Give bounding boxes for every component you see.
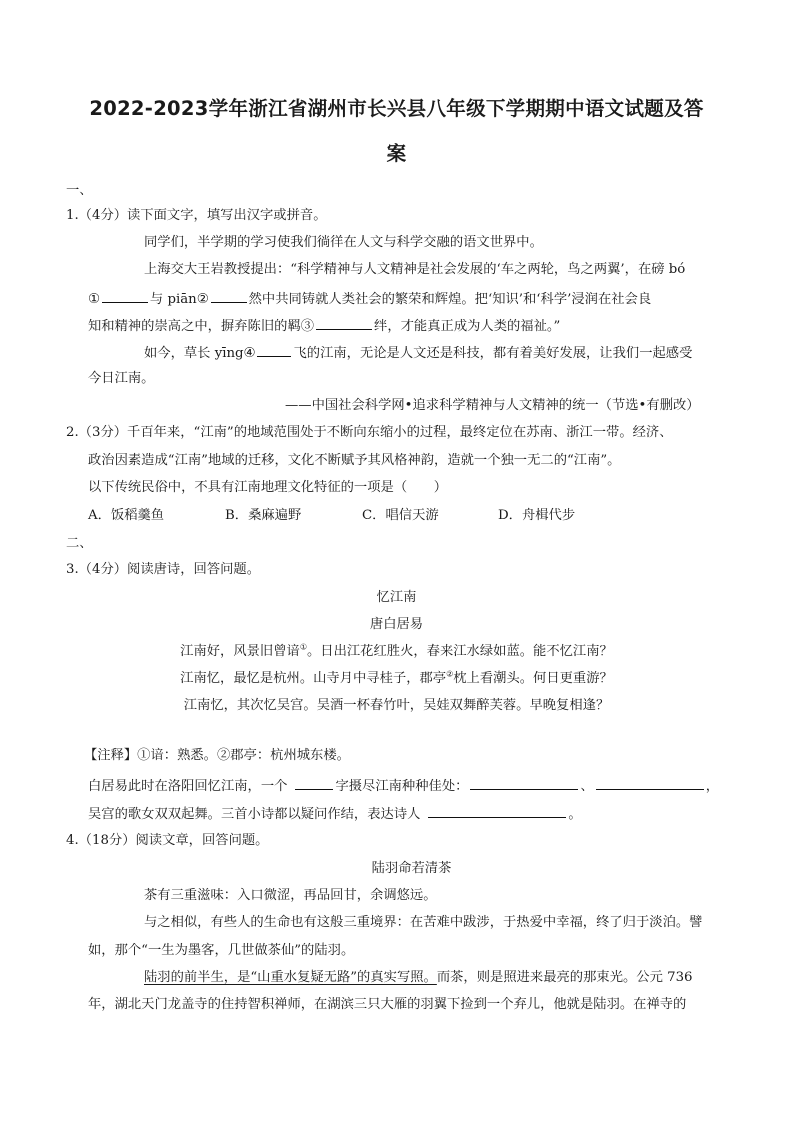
poem-stanza-3: 江南忆，其次忆吴宫。吴酒一杯春竹叶，吴娃双舞醉芙蓉。早晚复相逢？ xyxy=(183,698,610,713)
text-fragment: 知和精神的崇高之中，摒弃陈旧的羁③ xyxy=(88,319,315,334)
document-title: 2022-2023学年浙江省湖州市长兴县八年级下学期期中语文试题及答 xyxy=(89,97,704,120)
article-paragraph-3-line-2: 年，湖北天门龙盖寺的住持智积禅师，在湖滨三只大雁的羽翼下捡到一个弃儿，他就是陆羽。在禅寺的 xyxy=(88,997,687,1012)
separator: 、 xyxy=(580,779,594,794)
option-a[interactable]: A．饭稻羹鱼 xyxy=(88,508,165,523)
question-1-paragraph-3-line-2: 今日江南。 xyxy=(88,371,155,386)
question-1-paragraph-2-line-2 xyxy=(88,288,651,309)
blank-3[interactable] xyxy=(316,315,372,330)
document-title-continued: 案 xyxy=(386,142,407,165)
blank-q3-1[interactable] xyxy=(295,775,333,790)
question-1-paragraph-2: 上海交大王岩教授提出：“科学精神与人文精神是社会发展的‘车之两轮，鸟之两翼’，在磅 bó xyxy=(144,262,686,277)
article-title: 陆羽命若清茶 xyxy=(371,861,452,876)
punctuation: 。 xyxy=(568,807,582,822)
blank-1[interactable] xyxy=(102,288,148,303)
blank-q3-4[interactable] xyxy=(428,803,566,818)
text-fragment: 吴宫的歌女双双起舞。三首小诗都以疑问作结，表达诗人 xyxy=(88,807,421,822)
pinyin-ying: 如今，草长 yīng④ xyxy=(144,346,256,361)
text-fragment: 白居易此时在洛阳回忆江南，一个 xyxy=(88,779,288,794)
text-fragment: 字摄尽江南种种佳处： xyxy=(335,779,469,794)
pinyin-pian: 与 piān② xyxy=(149,292,209,307)
punctuation: ， xyxy=(705,779,720,794)
option-c[interactable]: C．唱信天游 xyxy=(362,508,439,523)
stanza-text: 江南好，风景旧曾谙 xyxy=(180,644,300,659)
poem-stanza-1 xyxy=(0,643,793,661)
question-1-paragraph-2-line-3 xyxy=(88,315,560,336)
section-heading-1: 一、 xyxy=(66,183,93,198)
blank-2[interactable] xyxy=(211,288,247,303)
question-2-text: 政治因素造成“江南”地域的迁移，文化不断赋予其风格神韵，造就一个独一无二的“江南”。 xyxy=(88,453,621,468)
poem-title: 忆江南 xyxy=(376,590,417,605)
marker-1: ① xyxy=(88,292,100,307)
question-4-header: 4.（18分）阅读文章，回答问题。 xyxy=(66,833,269,848)
blank-q3-3[interactable] xyxy=(596,775,704,790)
stanza-text: 江南忆，最忆是杭州。山寺月中寻桂子，郡亭 xyxy=(180,671,447,686)
question-2-header: 2.（3分）千百年来，“江南”的地域范围处于不断向东缩小的过程，最终定位在苏南、浙江一带。经济、 xyxy=(66,425,673,440)
question-2-prompt: 以下传统民俗中，不具有江南地理文化特征的一项是（ ） xyxy=(88,480,448,495)
option-b[interactable]: B．桑麻遍野 xyxy=(225,508,302,523)
text-fragment: 绊，才能真正成为人类的福祉。” xyxy=(374,319,561,334)
article-paragraph-2: 与之相似，有些人的生命也有这般三重境界：在苦难中跋涉，于热爱中幸福，终了归于淡泊。譬 xyxy=(144,915,703,930)
section-heading-2: 二、 xyxy=(66,536,93,551)
option-d[interactable]: D．舟楫代步 xyxy=(498,508,576,523)
underlined-sentence: 陆羽的前半生，是“山重水复疑无路”的真实写照。 xyxy=(144,970,437,985)
footnote-marker-2: ② xyxy=(446,669,454,679)
blank-q3-2[interactable] xyxy=(470,775,578,790)
text-fragment: 而茶，则是照进来最亮的那束光。公元 736 xyxy=(436,970,693,985)
text-fragment: 然中共同铸就人类社会的繁荣和辉煌。把‘知识’和‘科学’浸润在社会良 xyxy=(248,292,652,307)
stanza-text: 。日出江花红胜火，春来江水绿如蓝。能不忆江南？ xyxy=(307,644,613,659)
question-1-paragraph-3 xyxy=(144,342,692,363)
article-paragraph-2-line-2: 如，那个“一生为墨客，几世做茶仙”的陆羽。 xyxy=(88,943,355,958)
poem-author: 唐白居易 xyxy=(369,617,424,632)
question-3-header: 3.（4分）阅读唐诗，回答问题。 xyxy=(66,562,261,577)
question-3-fill-line-1 xyxy=(88,775,719,796)
question-1-header: 1.（4分）读下面文字，填写出汉字或拼音。 xyxy=(66,208,327,223)
article-paragraph-3 xyxy=(144,969,693,987)
article-paragraph-1: 茶有三重滋味：入口微涩，再品回甘，余调悠远。 xyxy=(144,888,437,903)
text-fragment: 飞的江南，无论是人文还是科技，都有着美好发展，让我们一起感受 xyxy=(293,346,693,361)
footnote-marker-1: ① xyxy=(299,642,307,652)
stanza-text: 枕上看潮头。何日更重游？ xyxy=(453,671,613,686)
question-1-paragraph-1: 同学们，半学期的学习使我们徜徉在人文与科学交融的语文世界中。 xyxy=(144,235,543,250)
poem-annotation: 【注释】①谙：熟悉。②郡亭：杭州城东楼。 xyxy=(84,748,350,763)
poem-stanza-2 xyxy=(0,670,793,688)
blank-4[interactable] xyxy=(257,342,291,357)
question-1-source: ——中国社会科学网•追求科学精神与人文精神的统一（节选•有删改） xyxy=(285,398,700,413)
question-3-fill-line-2 xyxy=(88,803,582,824)
